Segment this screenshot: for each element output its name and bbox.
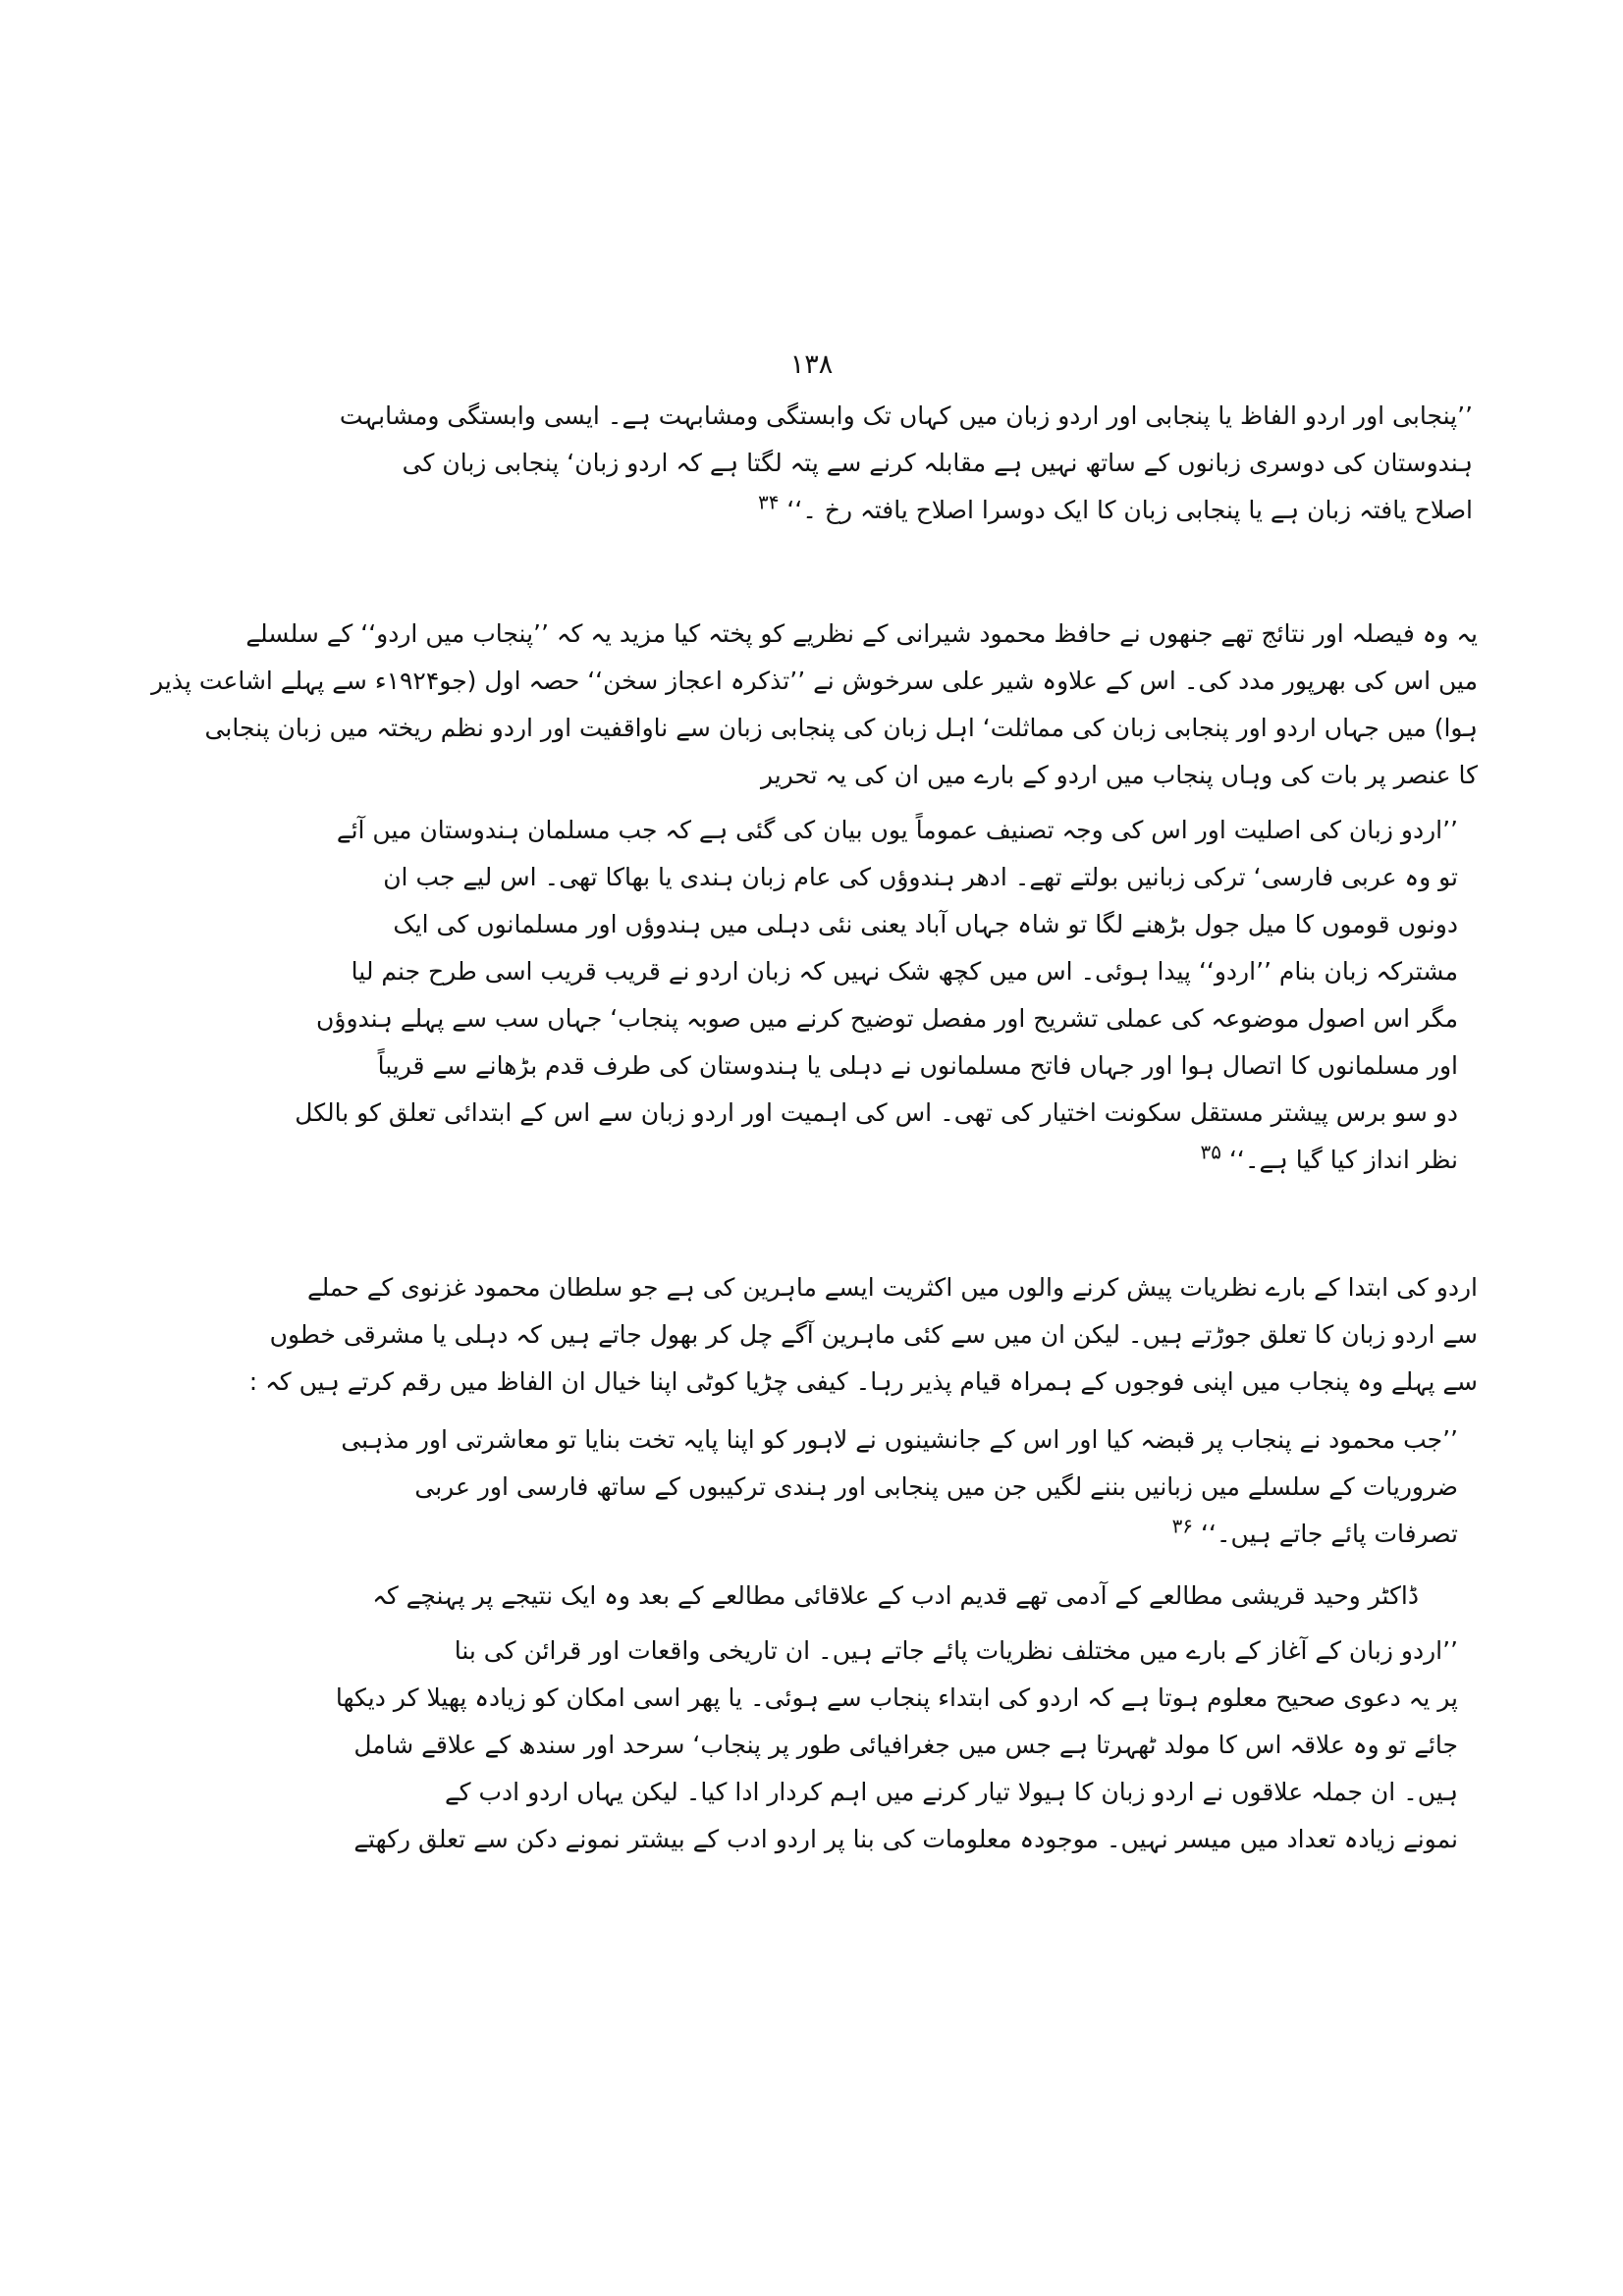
paragraph-ghaznavi — [248, 1264, 1478, 1406]
text-line: سے پہلے وہ پنجاب میں اپنی فوجوں کے ہمراہ قیام پذیر رہا۔ کیفی چڑیا کوٹی اپنا خیال ان الفاظ میں رقم کرتے ہیں کہ : — [248, 1367, 1478, 1396]
text-line: اور مسلمانوں کا اتصال ہوا اور جہاں فاتح مسلمانوں نے دہلی یا ہندوستان کی طرف قدم بڑھانے سے قریباً — [377, 1051, 1458, 1080]
text-line: تو وہ عربی فارسی‘ ترکی زبانیں بولتے تھے۔ ادھر ہندوؤں کی عام زبان ہندی یا بھاکا تھی۔ اس لیے جب ان — [383, 863, 1458, 891]
quote-panjabi-urdu — [339, 393, 1473, 534]
quote-urdu-beginning — [335, 1628, 1458, 1863]
text-line: ضروریات کے سلسلے میں زبانیں بننے لگیں جن میں پنجابی اور ہندی ترکیبوں کے ساتھ فارسی اور عربی — [414, 1472, 1458, 1501]
text-line: جائے تو وہ علاقہ اس کا مولد ٹھہرتا ہے جس میں جغرافیائی طور پر پنجاب‘ سرحد اور سندھ کے علاقے شامل — [353, 1731, 1458, 1759]
text-line: ’’اردو زبان کی اصلیت اور اس کی وجہ تصنیف عموماً یوں بیان کی گئی ہے کہ جب مسلمان ہندوستان میں آئے — [336, 816, 1458, 844]
text-line: ہیں۔ ان جملہ علاقوں نے اردو زبان کا ہیولا تیار کرنے میں اہم کردار ادا کیا۔ لیکن یہاں اردو ادب کے — [445, 1778, 1458, 1806]
text-line: ہندوستان کی دوسری زبانوں کے ساتھ نہیں ہے مقابلہ کرنے سے پتہ لگتا ہے کہ اردو زبان‘ پنجابی زبان کی — [402, 449, 1473, 477]
text-line: ہوا) میں جہاں اردو اور پنجابی زبان کی مماثلت‘ اہل زبان کی پنجابی زبان سے ناواقفیت اور اردو نظم ریختہ میں زبان پنجابی — [204, 714, 1478, 742]
text-line: ’’اردو زبان کے آغاز کے بارے میں مختلف نظریات پائے جاتے ہیں۔ ان تاریخی واقعات اور قرائن کی بنا — [454, 1636, 1458, 1665]
text-line: یہ وہ فیصلہ اور نتائج تھے جنھوں نے حافظ محمود شیرانی کے نظریے کو پختہ کیا مزید یہ کہ ’’پنجاب میں اردو‘‘ کے سلسلے — [245, 619, 1478, 648]
text-line: ڈاکٹر وحید قریشی مطالعے کے آدمی تھے قدیم ادب کے علاقائی مطالعے کے بعد وہ ایک نتیجے پر پہنچے کہ — [372, 1581, 1419, 1610]
text-line: مگر اس اصول موضوعہ کی عملی تشریح اور مفصل توضیح کرنے میں صوبہ پنجاب‘ جہاں سب سے پہلے ہندوؤں — [316, 1004, 1458, 1033]
quote-mahmood-punjab — [341, 1416, 1458, 1558]
text-line: اردو کی ابتدا کے بارے نظریات پیش کرنے والوں میں اکثریت ایسے ماہرین کی ہے جو سلطان محمود غزنوی کے حملے — [306, 1273, 1478, 1302]
text-line: دو سو برس پیشتر مستقل سکونت اختیار کی تھی۔ اس کی اہمیت اور اردو زبان سے اس کے ابتدائی تعلق کو بالکل — [295, 1098, 1458, 1127]
footnote-ref: ۳۶ — [1171, 1514, 1194, 1538]
text-line: میں اس کی بھرپور مدد کی۔ اس کے علاوہ شیر علی سرخوش نے ’’تذکرہ اعجاز سخن‘‘ حصہ اول (جو۱۹۲۴ء سے پہلے اشاعت پذیر — [151, 667, 1478, 695]
paragraph-waheed-qureshi — [358, 1573, 1419, 1620]
page-number: ۱۳۸ — [789, 349, 834, 380]
text-line: ’’جب محمود نے پنجاب پر قبضہ کیا اور اس کے جانشینوں نے لاہور کو اپنا پایہ تخت بنایا تو معاشرتی اور مذہبی — [341, 1425, 1458, 1454]
text-line: نمونے زیادہ تعداد میں میسر نہیں۔ موجودہ معلومات کی بنا پر اردو ادب کے بیشتر نمونے دکن سے تعلق رکھتے — [353, 1825, 1458, 1853]
text-line: نظر انداز کیا گیا ہے۔‘‘ $^{۳۵}$ — [1200, 1140, 1458, 1174]
text-line: دونوں قوموں کا میل جول بڑھنے لگا تو شاہ جہاں آباد یعنی نئی دہلی میں ہندوؤں اور مسلمانوں کی ایک — [393, 910, 1458, 938]
footnote-ref: ۳۵ — [1200, 1140, 1221, 1164]
text-line: ’’پنجابی اور اردو الفاظ یا پنجابی اور اردو زبان میں کہاں تک وابستگی ومشابہت ہے۔ ایسی وابستگی ومشابہت — [339, 401, 1473, 430]
text-line: اصلاح یافتہ زبان ہے یا پنجابی زبان کا ایک دوسرا اصلاح یافتہ رخ ۔‘‘ $^{۳۴}$ — [757, 490, 1473, 524]
text-line: سے اردو زبان کا تعلق جوڑتے ہیں۔ لیکن ان میں سے کئی ماہرین آگے چل کر بھول جاتے ہیں کہ دہلی یا مشرقی خطوں — [269, 1320, 1478, 1349]
footnote-ref: ۳۴ — [757, 490, 780, 514]
text-line: مشترکہ زبان بنام ’’اردو‘‘ پیدا ہوئی۔ اس میں کچھ شک نہیں کہ زبان اردو نے قریب قریب اسی طرح جنم لیا — [351, 957, 1458, 986]
quote-urdu-origin — [295, 807, 1458, 1184]
text-line: پر یہ دعوی صحیح معلوم ہوتا ہے کہ اردو کی ابتداء پنجاب سے ہوئی۔ یا پھر اسی امکان کو زیادہ پھیلا کر دیکھا — [335, 1683, 1458, 1712]
text-line: کا عنصر پر بات کی وہاں پنجاب میں اردو کے بارے میں ان کی یہ تحریر — [760, 761, 1478, 789]
text-line: تصرفات پائے جاتے ہیں۔‘‘ $^{۳۶}$ — [1171, 1514, 1458, 1548]
paragraph-sherani — [151, 611, 1478, 799]
